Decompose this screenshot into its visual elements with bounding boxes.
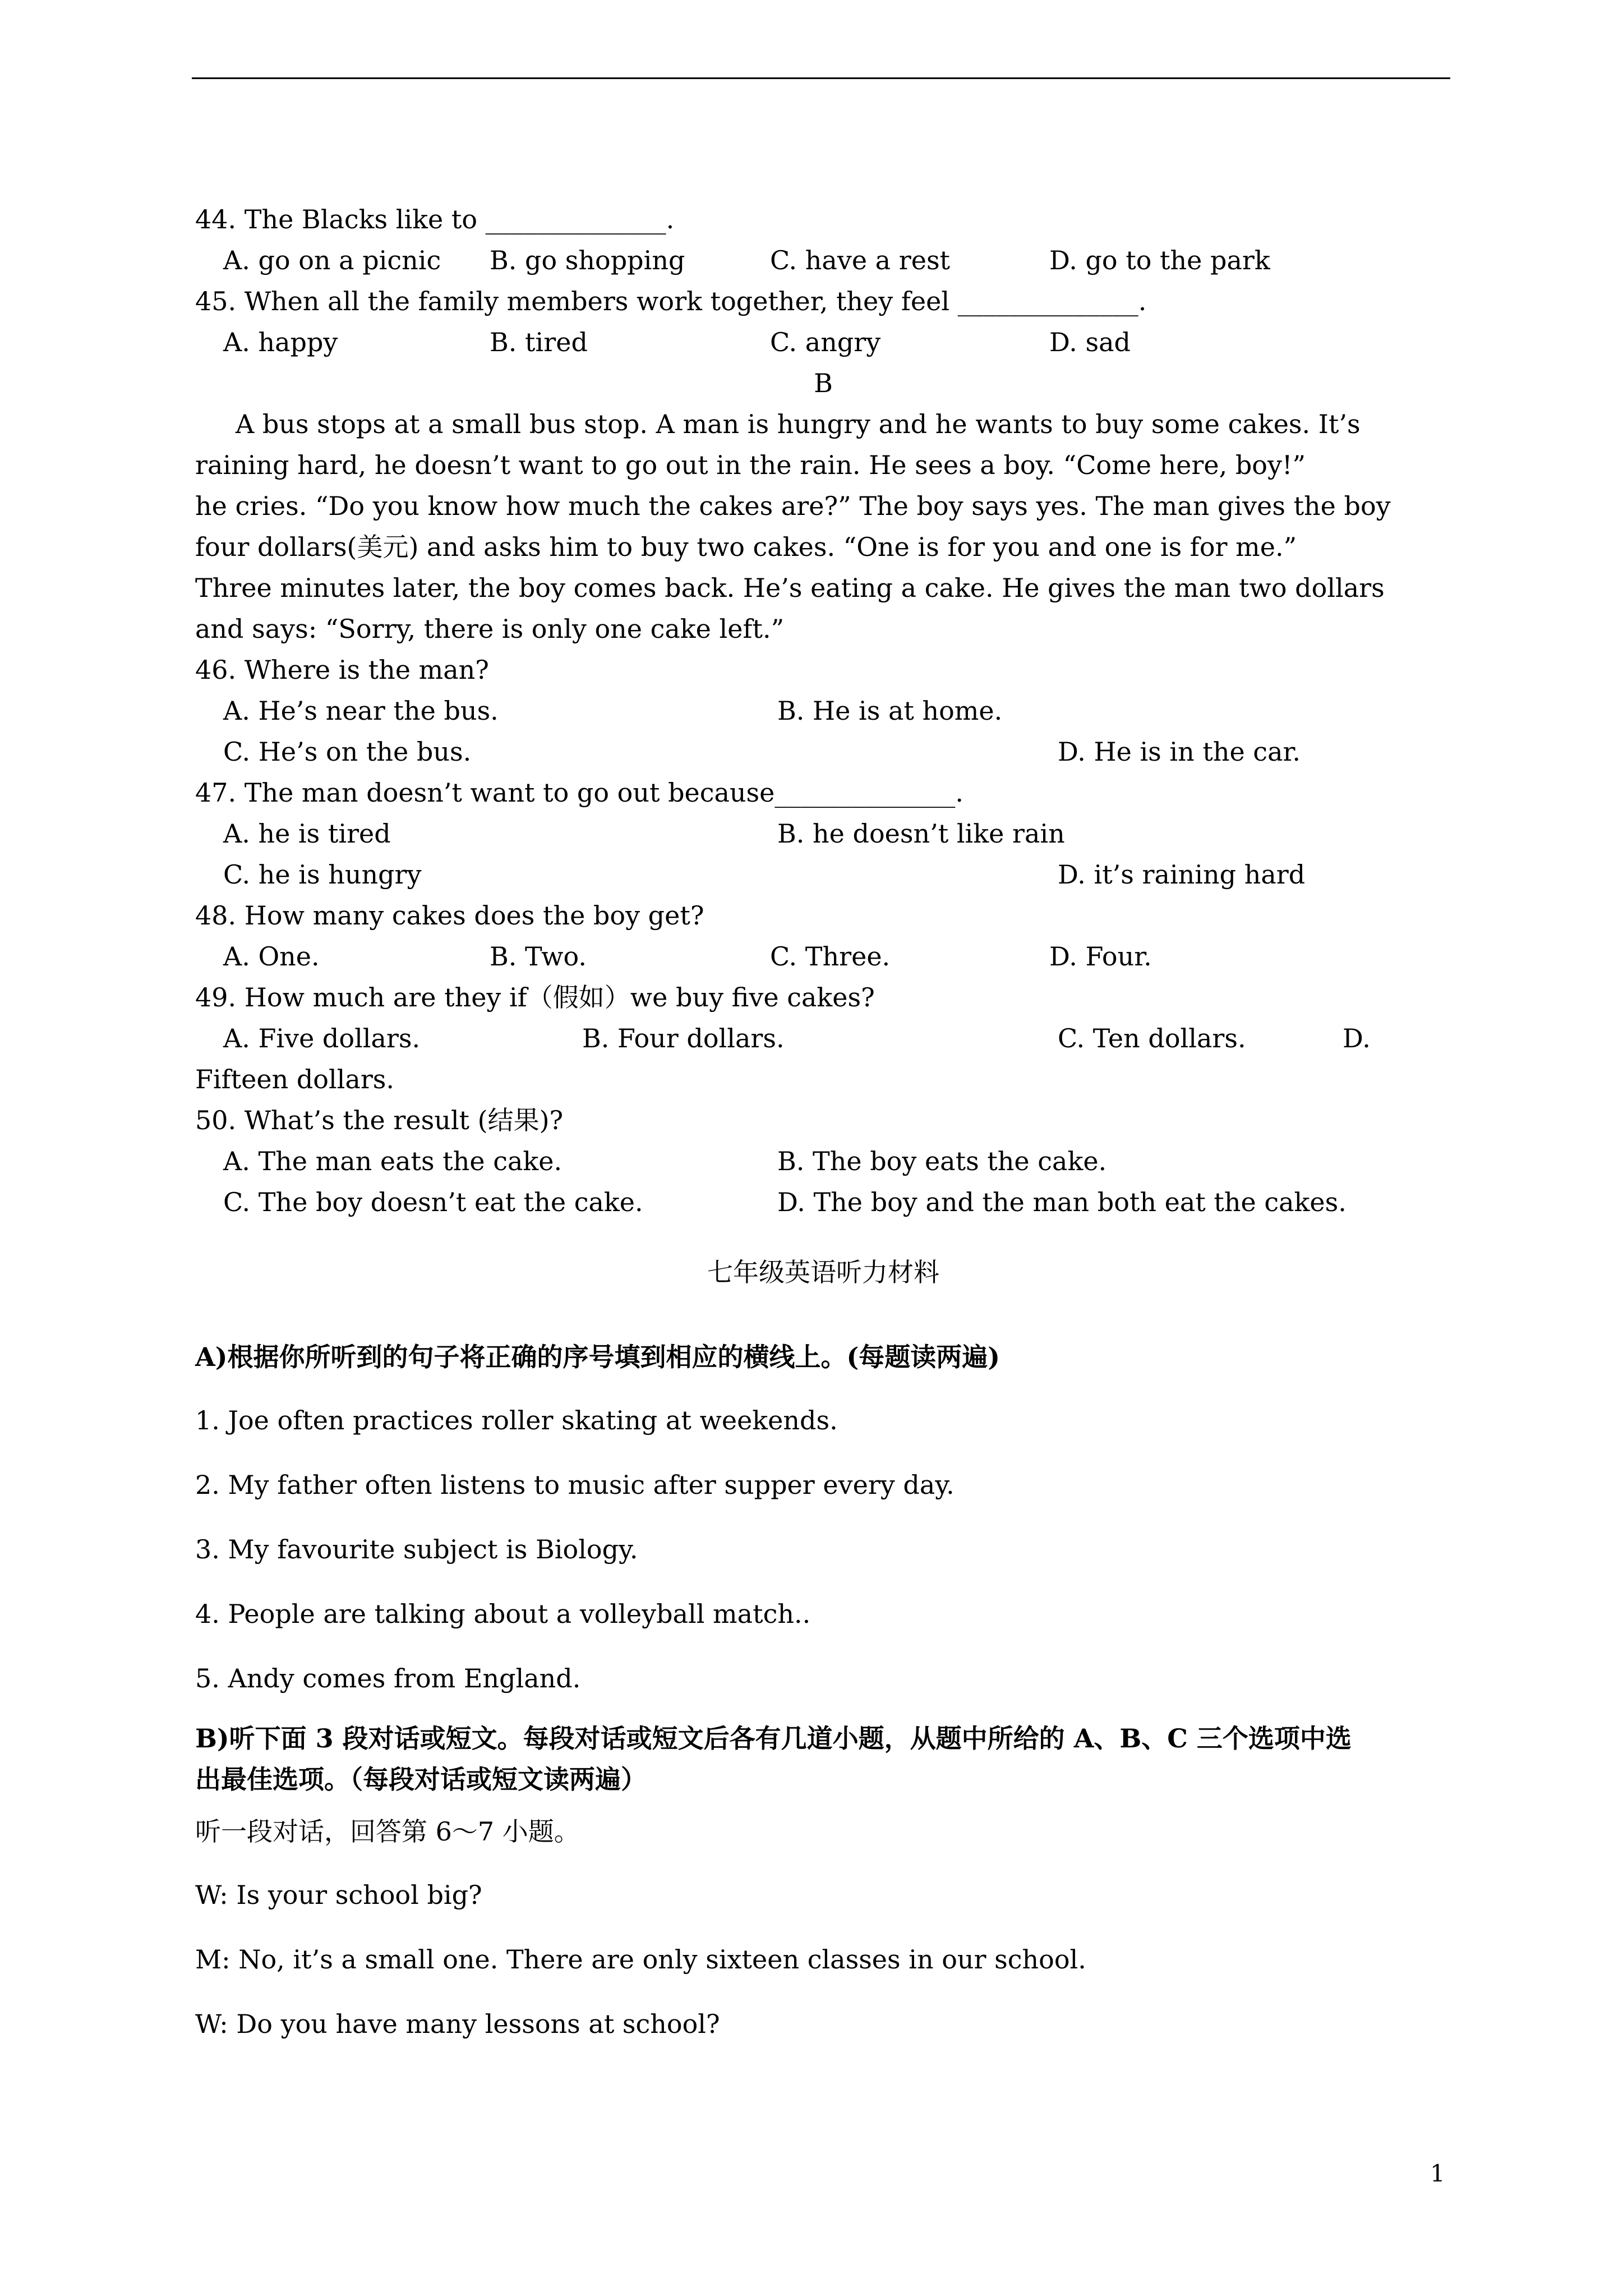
passage-line: raining hard, he doesn’t want to go out in the rain. He sees a boy. “Come here, boy!” [195, 450, 1306, 480]
option-a: A. The man eats the cake. [223, 1146, 562, 1176]
option-b: B. tired [490, 327, 588, 357]
question-47-stem: 47. The man doesn’t want to go out because______________. [195, 777, 964, 808]
option-d: D. He is in the car. [1058, 737, 1301, 767]
section-b-heading [195, 1718, 1451, 1800]
option-d: D. The boy and the man both eat the cakes. [777, 1187, 1347, 1217]
question-48-stem: 48. How many cakes does the boy get? [195, 900, 704, 931]
option-c: C. he is hungry [223, 859, 422, 890]
option-c: C. angry [770, 327, 881, 357]
dialogue-intro: 听一段对话，回答第 6～7 小题。 [195, 1816, 580, 1847]
dialogue-line: W: Do you have many lessons at school? [195, 2009, 720, 2039]
option-c: C. have a rest [770, 245, 951, 275]
question-48-options [195, 936, 1451, 977]
option-c: C. He’s on the bus. [223, 737, 472, 767]
question-46-options-row1 [195, 691, 1451, 731]
section-a-heading: A)根据你所听到的句子将正确的序号填到相应的横线上。(每题读两遍) [195, 1342, 1000, 1372]
question-44-options [195, 240, 1451, 281]
option-a: A. One. [223, 941, 320, 972]
question-46-stem: 46. Where is the man? [195, 655, 489, 685]
option-b: B. go shopping [490, 245, 685, 275]
option-d: D. Four. [1049, 941, 1152, 972]
option-a: A. go on a picnic [223, 245, 441, 275]
passage-line: he cries. “Do you know how much the cakes are?” The boy says yes. The man gives the boy [195, 491, 1391, 521]
question-47-options-row1 [195, 813, 1451, 854]
passage-line: Three minutes later, the boy comes back. He’s eating a cake. He gives the man two dollars [195, 573, 1385, 603]
option-a: A. happy [223, 327, 338, 357]
question-47-options-row2 [195, 854, 1451, 895]
option-d: D. [1343, 1023, 1371, 1053]
question-50-options-row2 [195, 1182, 1451, 1223]
option-b: B. He is at home. [777, 696, 1003, 726]
option-a: A. he is tired [223, 818, 391, 849]
dialogue-line: W: Is your school big? [195, 1880, 482, 1910]
question-50-options-row1 [195, 1141, 1451, 1182]
section-b-heading-line2: 出最佳选项。（每段对话或短文读两遍） [195, 1764, 647, 1795]
question-49-stem: 49. How much are they if（假如）we buy five cakes? [195, 982, 875, 1013]
page-content [195, 199, 1451, 2045]
option-c: C. Three. [770, 941, 891, 972]
option-c: C. Ten dollars. [1058, 1023, 1246, 1053]
option-b: B. he doesn’t like rain [777, 818, 1065, 849]
listening-item: 4. People are talking about a volleyball match.. [195, 1599, 811, 1629]
option-b: B. Two. [490, 941, 587, 972]
question-46-options-row2 [195, 731, 1451, 772]
question-50-stem: 50. What’s the result (结果)? [195, 1105, 564, 1135]
option-d: D. it’s raining hard [1058, 859, 1306, 890]
listening-item: 1. Joe often practices roller skating at weekends. [195, 1405, 838, 1435]
option-d: D. sad [1049, 327, 1131, 357]
option-b: B. Four dollars. [582, 1023, 785, 1053]
listening-item: 2. My father often listens to music after supper every day. [195, 1470, 955, 1500]
question-45-options [195, 322, 1451, 363]
section-b-heading-line1: B)听下面 3 段对话或短文。每段对话或短文后各有几道小题，从题中所给的 A、B、C 三个选项中选 [195, 1723, 1352, 1754]
option-b: B. The boy eats the cake. [777, 1146, 1107, 1176]
dialogue-line: M: No, it’s a small one. There are only sixteen classes in our school. [195, 1944, 1086, 1975]
option-d: D. go to the park [1049, 245, 1270, 275]
listening-item: 3. My favourite subject is Biology. [195, 1534, 638, 1565]
option-a: A. Five dollars. [223, 1023, 421, 1053]
page-number: 1 [1430, 2160, 1445, 2187]
listening-item: 5. Andy comes from England. [195, 1663, 581, 1694]
option-c: C. The boy doesn’t eat the cake. [223, 1187, 643, 1217]
question-44-stem: 44. The Blacks like to ______________. [195, 204, 675, 234]
reading-passage [195, 404, 1451, 650]
passage-line: and says: “Sorry, there is only one cake left.” [195, 614, 785, 644]
passage-line: A bus stops at a small bus stop. A man is hungry and he wants to buy some cakes. It’s [236, 409, 1361, 439]
listening-title: 七年级英语听力材料 [707, 1257, 939, 1287]
section-label-b: B [814, 368, 833, 398]
question-49-options [195, 1018, 1451, 1059]
passage-line: four dollars(美元) and asks him to buy two cakes. “One is for you and one is for me.” [195, 532, 1297, 562]
option-a: A. He’s near the bus. [223, 696, 499, 726]
question-45-stem: 45. When all the family members work together, they feel ______________. [195, 286, 1147, 316]
question-49-option-d-wrap: Fifteen dollars. [195, 1064, 395, 1094]
header-rule [192, 77, 1450, 79]
